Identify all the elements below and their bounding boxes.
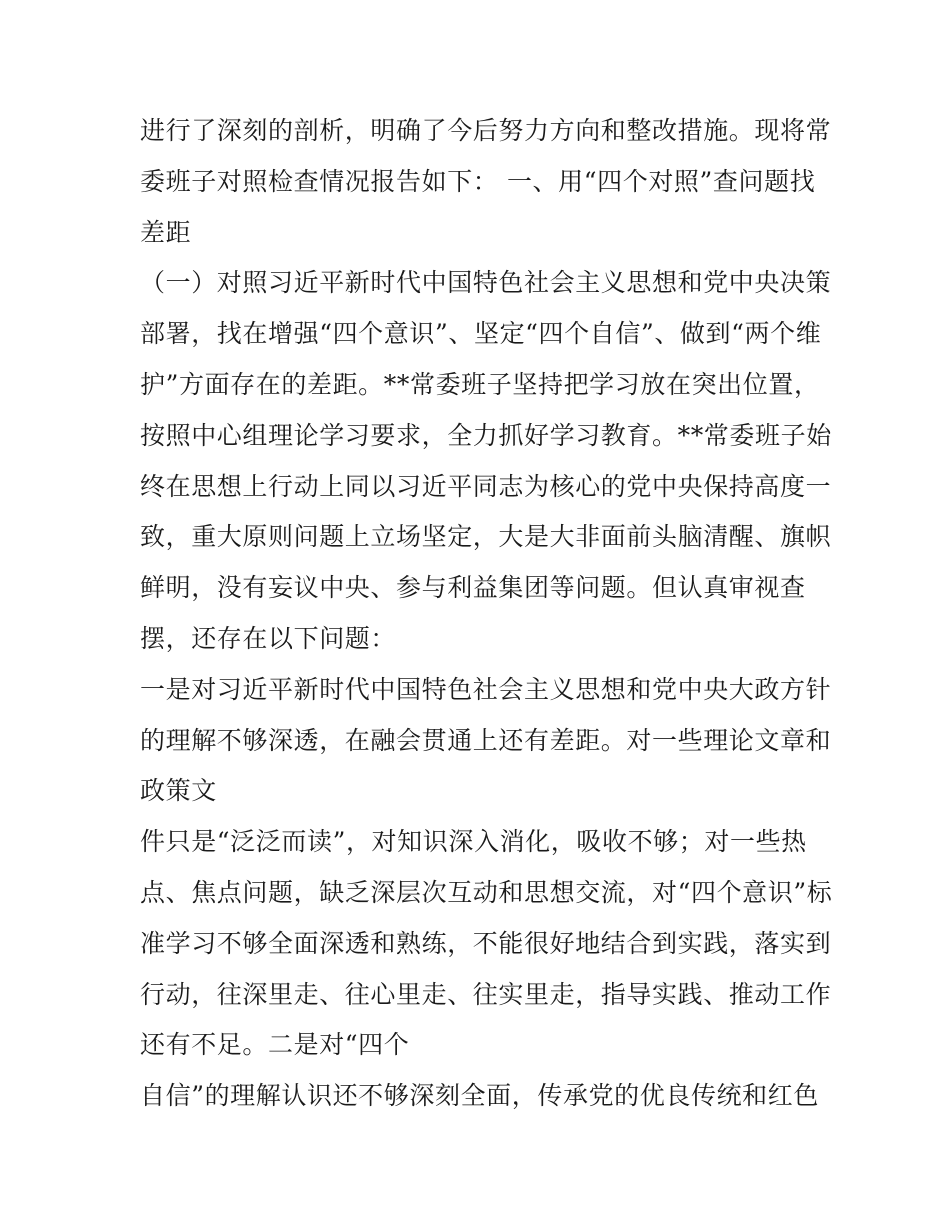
text-line-4: （一）对照习近平新时代中国特色社会主义思想和党中央决策: [140, 268, 832, 298]
text-line-6: 护”方面存在的差距。**常委班子坚持把学习放在突出位置，: [140, 369, 820, 399]
text-line-17: 准学习不够全面深透和熟练，不能很好地结合到实践，落实到: [140, 928, 832, 958]
text-line-16: 点、焦点问题，缺乏深层次互动和思想交流，对“四个意识”标: [140, 877, 833, 907]
text-line-13: 的理解不够深透，在融会贯通上还有差距。对一些理论文章和: [140, 725, 832, 755]
text-line-11: 摆，还存在以下问题：: [140, 623, 397, 653]
text-line-12: 一是对习近平新时代中国特色社会主义思想和党中央大政方针: [140, 674, 832, 704]
text-line-15: 件只是“泛泛而读”，对知识深入消化，吸收不够；对一些热: [140, 827, 807, 857]
text-line-9: 致，重大原则问题上立场坚定，大是大非面前头脑清醒、旗帜: [140, 522, 832, 552]
body-text: [140, 106, 833, 1122]
text-line-2: 委班子对照检查情况报告如下： 一、用“四个对照”查问题找: [140, 166, 816, 196]
text-line-1: 进行了深刻的剖析，明确了今后努力方向和整改措施。现将常: [140, 116, 832, 145]
text-line-8: 终在思想上行动上同以习近平同志为核心的党中央保持高度一: [140, 471, 832, 501]
text-line-7: 按照中心组理论学习要求，全力抓好学习教育。**常委班子始: [140, 420, 832, 450]
text-line-10: 鲜明，没有妄议中央、参与利益集团等问题。但认真审视查: [140, 573, 806, 603]
text-line-18: 行动，往深里走、往心里走、往实里走，指导实践、推动工作: [140, 979, 832, 1009]
text-line-3: 差距: [140, 217, 192, 247]
text-line-20: 自信”的理解认识还不够深刻全面，传承党的优良传统和红色: [140, 1081, 819, 1111]
text-line-19: 还有不足。二是对“四个: [140, 1030, 410, 1060]
text-line-5: 部署，找在增强“四个意识”、坚定“四个自信”、做到“两个维: [140, 319, 822, 349]
text-line-14: 政策文: [140, 776, 217, 806]
